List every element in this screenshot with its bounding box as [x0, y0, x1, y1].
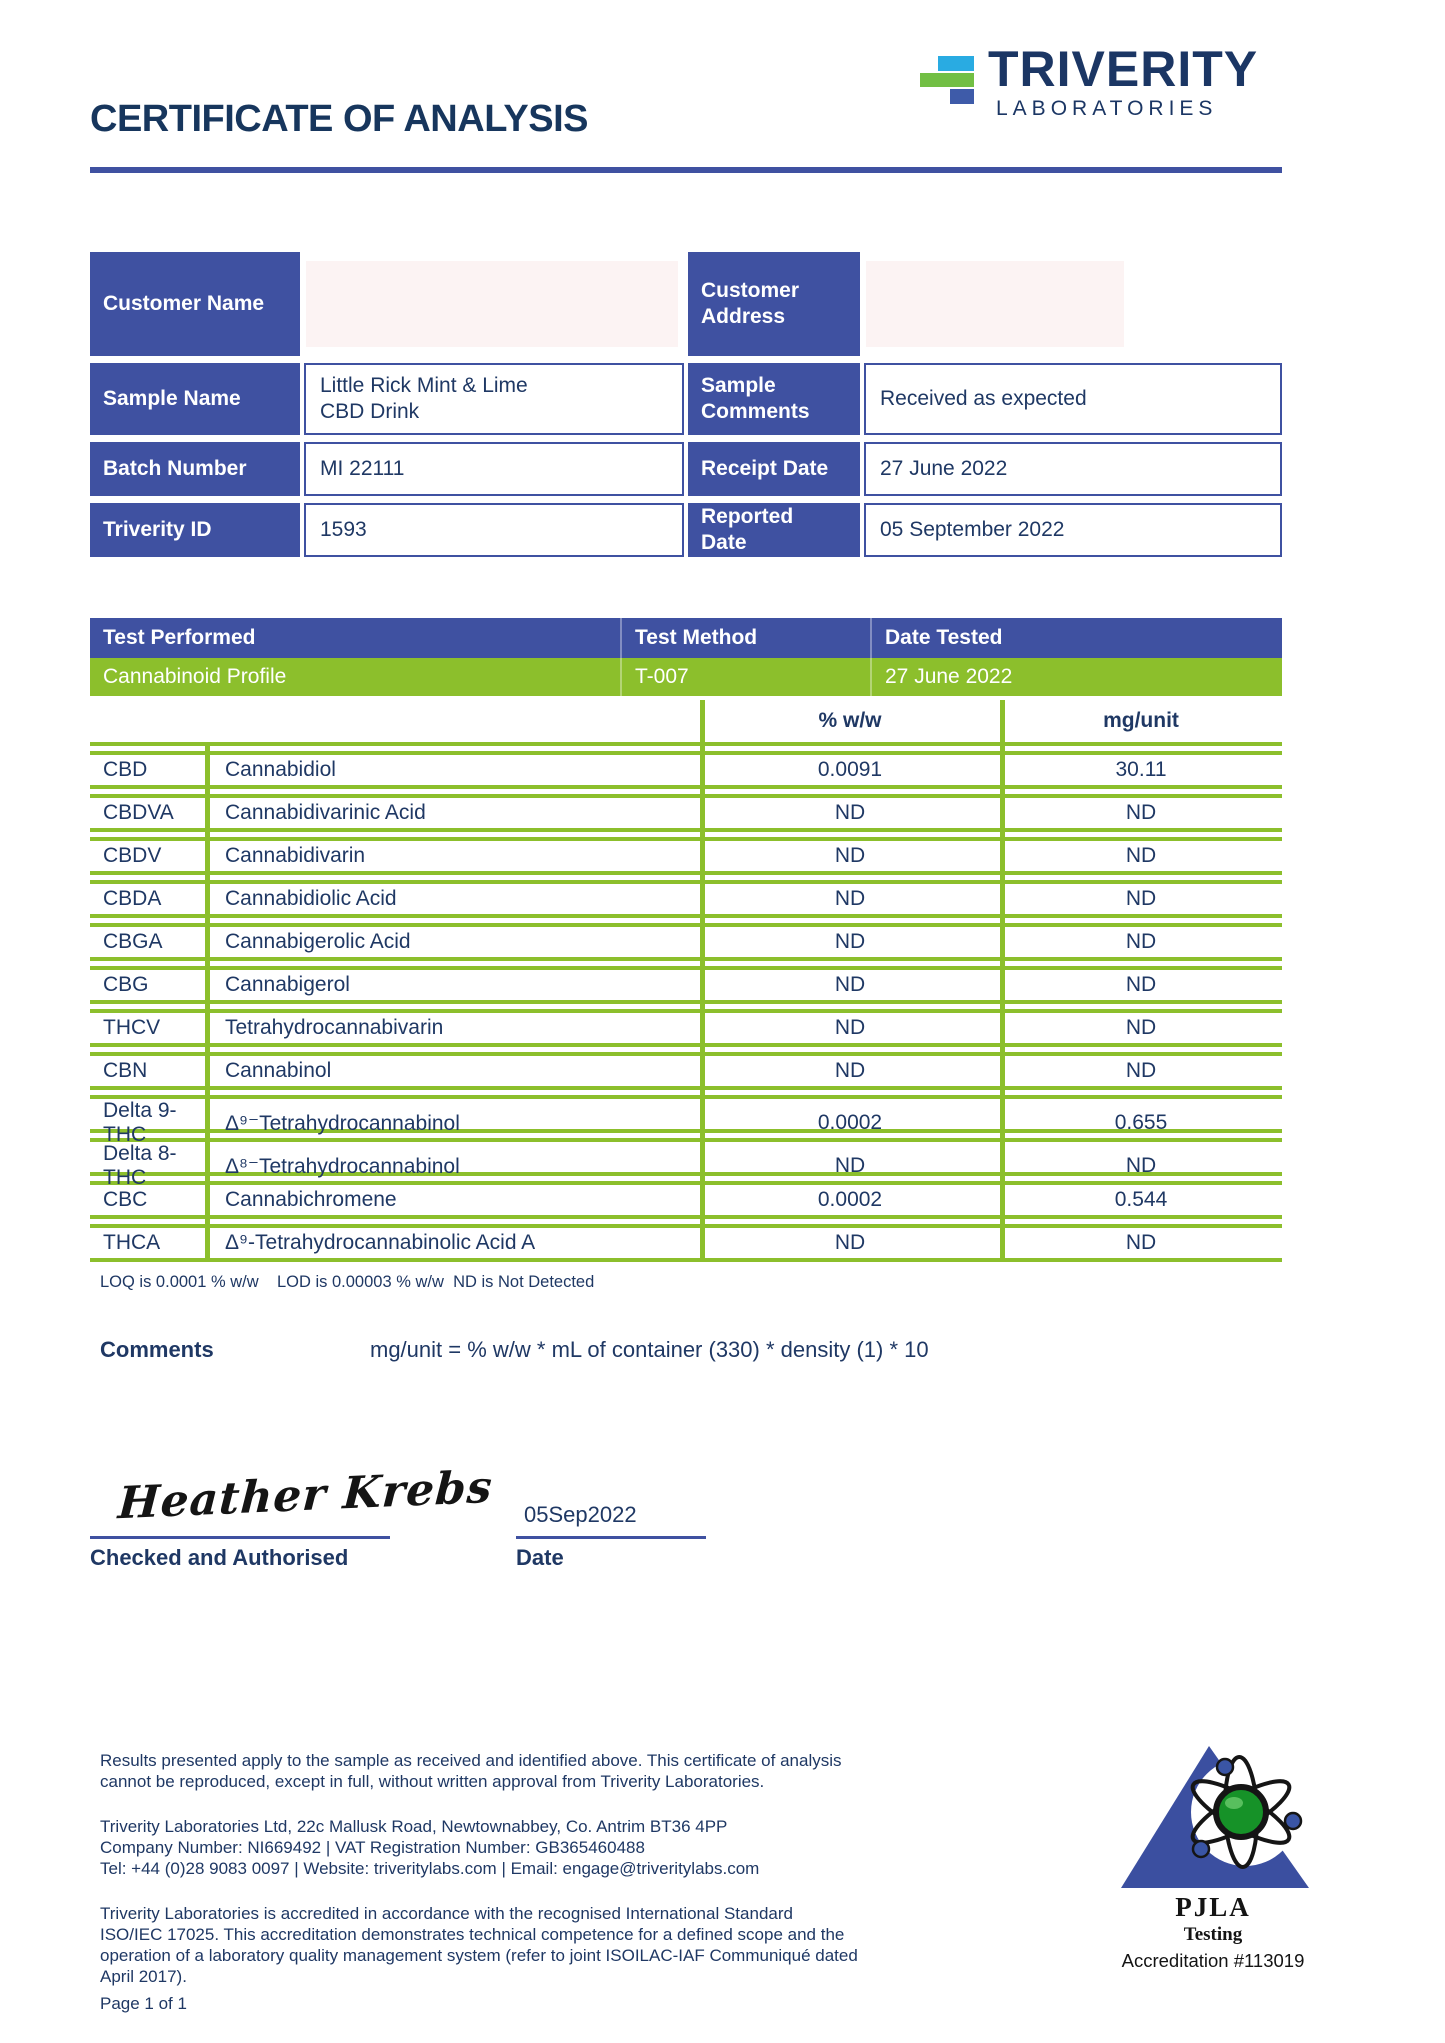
logo-text — [988, 41, 1259, 121]
table-row: Delta 9-THC Δ⁹⁻Tetrahydrocannabinol 0.0002 0.655 — [90, 1095, 1282, 1133]
triverity-id-value: 1593 — [304, 503, 684, 557]
triverity-logo-mark-icon — [920, 44, 976, 108]
table-row: CBDA Cannabidiolic Acid ND ND — [90, 880, 1282, 918]
sample-comments-label: Sample Comments — [688, 363, 860, 435]
receipt-date-value: 27 June 2022 — [864, 442, 1282, 496]
test-performed-header: Test Performed — [103, 626, 256, 649]
batch-number-label: Batch Number — [90, 442, 300, 496]
receipt-date-label: Receipt Date — [688, 442, 860, 496]
table-row: Delta 8-THC Δ⁸⁻Tetrahydrocannabinol ND ND — [90, 1138, 1282, 1176]
pjla-logo-icon — [1113, 1740, 1313, 1892]
accreditation-number: Accreditation #113019 — [1121, 1950, 1305, 1971]
column-divider — [1000, 700, 1005, 1262]
pjla-accreditation-seal — [1103, 1740, 1323, 1972]
reported-date-value: 05 September 2022 — [864, 503, 1282, 557]
cannabinoid-results-table — [90, 700, 1282, 1262]
table-row: CBDV Cannabidivarin ND ND — [90, 837, 1282, 875]
test-method-value: T-007 — [620, 658, 870, 696]
table-row: CBD Cannabidiol 0.0091 30.11 — [90, 751, 1282, 789]
customer-address-value — [864, 252, 1282, 356]
sample-name-value: Little Rick Mint & Lime CBD Drink — [304, 363, 684, 435]
logo-brand: TRIVERITY — [988, 41, 1259, 97]
redacted-block — [866, 261, 1124, 347]
test-performed-table — [90, 618, 1282, 696]
batch-number-value: MI 22111 — [304, 442, 684, 496]
triverity-id-label: Triverity ID — [90, 503, 300, 557]
test-performed-value: Cannabinoid Profile — [103, 665, 287, 688]
loq-lod-note: LOQ is 0.0001 % w/w LOD is 0.00003 % w/w ND is Not Detected — [100, 1273, 595, 1291]
checked-authorised-label: Checked and Authorised — [90, 1545, 349, 1570]
signature-handwriting: Heather Krebs — [116, 1461, 495, 1530]
footer-accreditation-statement: Triverity Laboratories is accredited in accordance with the recognised International Standard ISO/IEC 17025. This accreditation demonstrates technical competence for a defined scope and the operation of a laboratory quality management system (refer to joint ISOILAC-IAF Communiqué dated April 2017). — [100, 1904, 858, 1986]
comments-text: mg/unit = % w/w * mL of container (330) * density (1) * 10 — [370, 1337, 929, 1362]
footer-address-line: Triverity Laboratories Ltd, 22c Mallusk Road, Newtownabbey, Co. Antrim BT36 4PP — [100, 1817, 728, 1836]
triverity-logo — [920, 41, 1259, 121]
title-divider — [90, 167, 1282, 173]
logo-subtitle: LABORATORIES — [996, 97, 1218, 120]
logo-block-blue — [950, 89, 974, 104]
footer-company-numbers: Company Number: NI669492 | VAT Registration Number: GB365460488 — [100, 1838, 645, 1857]
footer-contact-line: Tel: +44 (0)28 9083 0097 | Website: triveritylabs.com | Email: engage@triveritylabs.com — [100, 1859, 760, 1878]
table-row: CBGA Cannabigerolic Acid ND ND — [90, 923, 1282, 961]
customer-name-value — [304, 252, 684, 356]
table-row: CBN Cannabinol ND ND — [90, 1052, 1282, 1090]
date-label: Date — [516, 1545, 564, 1570]
column-divider — [205, 746, 210, 1262]
footer-legal-text — [100, 1750, 858, 2014]
reported-date-label: Reported Date — [688, 503, 860, 557]
signature-date-value: 05Sep2022 — [524, 1502, 637, 1527]
footer-company-info — [100, 1816, 858, 1879]
table-row: CBC Cannabichromene 0.0002 0.544 — [90, 1181, 1282, 1219]
mg-unit-header: mg/unit — [1103, 709, 1179, 732]
date-line — [516, 1536, 706, 1539]
test-method-header: Test Method — [620, 618, 870, 658]
table-row: THCV Tetrahydrocannabivarin ND ND — [90, 1009, 1282, 1047]
pjla-testing-label: Testing — [1183, 1924, 1243, 1945]
percent-ww-header: % w/w — [818, 709, 882, 732]
date-tested-header: Date Tested — [870, 618, 1282, 658]
results-column-headers — [90, 700, 1282, 746]
customer-name-label: Customer Name — [90, 252, 300, 356]
sample-comments-value: Received as expected — [864, 363, 1282, 435]
sample-info-table — [90, 252, 1282, 557]
comments-label: Comments — [100, 1337, 214, 1362]
pjla-org-name: PJLA — [1175, 1892, 1251, 1922]
customer-address-label: Customer Address — [688, 252, 860, 356]
signature-line — [90, 1536, 390, 1539]
page-title: CERTIFICATE OF ANALYSIS — [90, 98, 589, 140]
page-number: Page 1 of 1 — [100, 1994, 187, 2013]
table-row: THCA Δ⁹-Tetrahydrocannabinolic Acid A ND ND — [90, 1224, 1282, 1262]
footer-disclaimer: Results presented apply to the sample as received and identified above. This certificate of analysis cannot be reproduced, except in full, without written approval from Triverity Laboratories. — [100, 1751, 842, 1791]
date-tested-value: 27 June 2022 — [870, 658, 1282, 696]
logo-block-green — [920, 73, 974, 87]
table-row: CBDVA Cannabidivarinic Acid ND ND — [90, 794, 1282, 832]
table-row: CBG Cannabigerol ND ND — [90, 966, 1282, 1004]
test-table-header — [90, 618, 1282, 658]
redacted-block — [306, 261, 678, 347]
column-divider — [700, 700, 705, 1262]
sample-name-label: Sample Name — [90, 363, 300, 435]
logo-block-cyan — [938, 56, 974, 71]
test-table-row — [90, 658, 1282, 696]
